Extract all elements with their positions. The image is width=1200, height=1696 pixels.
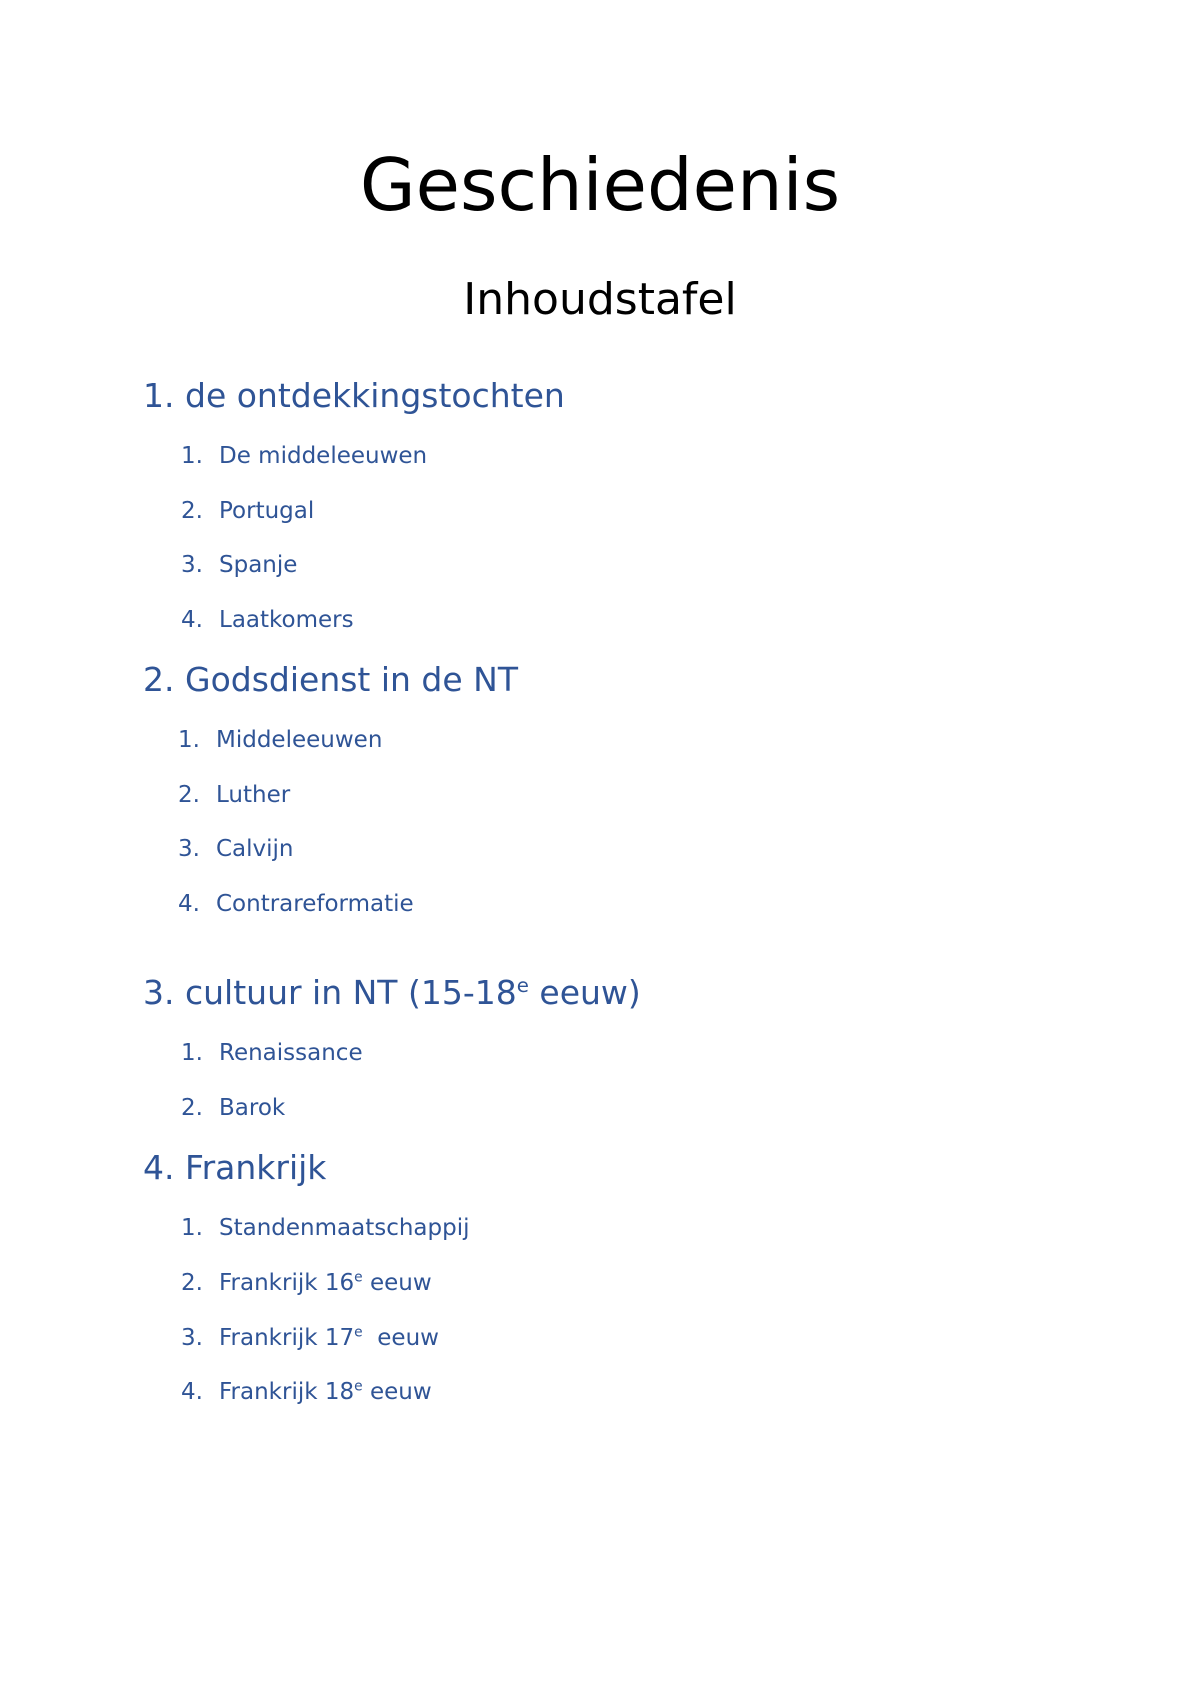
toc-item-renaissance — [181, 1038, 363, 1068]
toc-item-number: 2. — [181, 498, 203, 524]
toc-section-frankrijk — [143, 1147, 326, 1189]
toc-section-number: 4. — [143, 1148, 175, 1187]
toc-item-label: Calvijn — [216, 836, 294, 862]
toc-item-number: 2. — [181, 1095, 203, 1121]
toc-item-middeleeuwen — [178, 725, 382, 755]
toc-item-barok — [181, 1093, 285, 1123]
toc-item-spanje — [181, 550, 297, 580]
toc-item-frankrijk-18e — [181, 1377, 432, 1407]
toc-item-number: 1. — [181, 1215, 203, 1241]
toc-item-number: 2. — [181, 1270, 203, 1296]
toc-section-label-text: cultuur in NT (15-18 — [185, 973, 517, 1012]
toc-item-number: 3. — [181, 1325, 203, 1351]
toc-item-label — [219, 1325, 439, 1351]
toc-section-ontdekkingstochten — [143, 375, 565, 417]
toc-item-standenmaatschappij — [181, 1213, 470, 1243]
toc-section-label: de ontdekkingstochten — [185, 376, 565, 415]
superscript-e: e — [354, 1324, 363, 1341]
toc-section-number: 1. — [143, 376, 175, 415]
toc-section-label — [185, 973, 641, 1012]
document-title: Geschiedenis — [359, 143, 841, 227]
toc-item-number: 1. — [178, 727, 200, 753]
toc-section-number: 2. — [143, 660, 175, 699]
toc-item-label: Contrareformatie — [216, 891, 414, 917]
toc-item-label-text: Frankrijk 18 — [219, 1379, 355, 1405]
toc-item-contrareformatie — [178, 889, 414, 919]
toc-item-label: Luther — [216, 782, 291, 808]
toc-item-label: Barok — [219, 1095, 286, 1121]
toc-item-label: Portugal — [219, 498, 315, 524]
toc-section-number: 3. — [143, 973, 175, 1012]
toc-item-number: 4. — [181, 1379, 203, 1405]
toc-item-luther — [178, 780, 290, 810]
toc-item-label-text-end: eeuw — [362, 1270, 432, 1296]
toc-item-number: 3. — [181, 552, 203, 578]
toc-item-label-text-end: eeuw — [362, 1325, 439, 1351]
toc-item-de-middeleeuwen — [181, 441, 427, 471]
toc-section-label-text-end: eeuw) — [528, 973, 641, 1012]
toc-item-label — [219, 1270, 432, 1296]
toc-item-laatkomers — [181, 605, 354, 635]
superscript-e: e — [354, 1378, 363, 1395]
toc-item-number: 4. — [181, 607, 203, 633]
toc-item-label: Standenmaatschappij — [219, 1215, 470, 1241]
superscript-e: e — [516, 974, 529, 997]
superscript-e: e — [354, 1269, 363, 1286]
toc-heading: Inhoudstafel — [463, 274, 737, 325]
toc-item-label — [219, 1379, 432, 1405]
toc-item-frankrijk-16e — [181, 1268, 432, 1298]
toc-item-number: 3. — [178, 836, 200, 862]
toc-section-label: Godsdienst in de NT — [185, 660, 519, 699]
toc-item-label: Renaissance — [219, 1040, 363, 1066]
toc-item-label-text-end: eeuw — [362, 1379, 432, 1405]
toc-item-number: 1. — [181, 1040, 203, 1066]
toc-item-label-text: Frankrijk 16 — [219, 1270, 355, 1296]
toc-item-label-text: Frankrijk 17 — [219, 1325, 355, 1351]
toc-item-calvijn — [178, 834, 294, 864]
toc-item-frankrijk-17e — [181, 1323, 439, 1353]
toc-item-label: Laatkomers — [219, 607, 354, 633]
toc-item-number: 4. — [178, 891, 200, 917]
toc-section-cultuur — [143, 972, 641, 1014]
toc-item-number: 2. — [178, 782, 200, 808]
toc-section-godsdienst — [143, 659, 518, 701]
toc-section-label: Frankrijk — [185, 1148, 327, 1187]
toc-item-portugal — [181, 496, 314, 526]
toc-item-label: De middeleeuwen — [219, 443, 428, 469]
toc-item-label: Middeleeuwen — [216, 727, 383, 753]
toc-item-label: Spanje — [219, 552, 298, 578]
toc-item-number: 1. — [181, 443, 203, 469]
